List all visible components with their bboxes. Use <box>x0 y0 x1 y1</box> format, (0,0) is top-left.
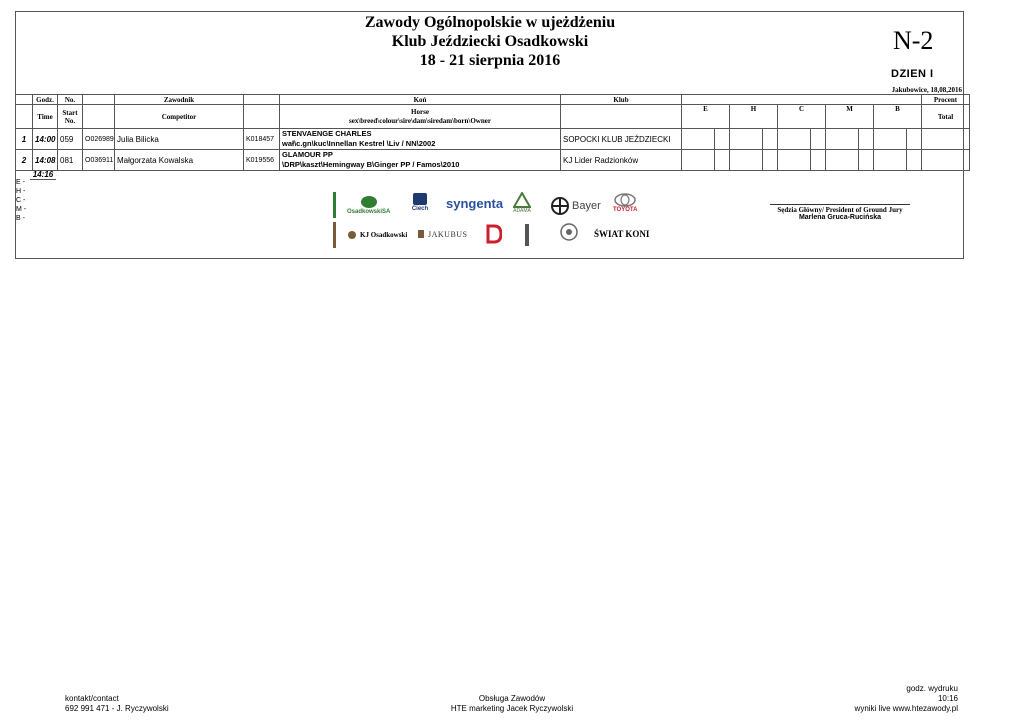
jakubus-icon <box>417 229 425 239</box>
event-dates: 18 - 21 sierpnia 2016 <box>419 52 561 69</box>
horse-cell: STENVAENGE CHARLES wał\c.gn\kuc\Innellan Kestrel \Liv / NN\2002 <box>280 129 561 150</box>
footer-service: Obsługa Zawodów HTE marketing Jacek Ryczywolski <box>450 694 574 713</box>
bayer-cross-icon <box>551 197 569 215</box>
col-judge-b: B <box>874 105 922 129</box>
club-name: SOPOCKI KLUB JEŹDZIECKI <box>561 129 682 150</box>
sponsor-bayer: Bayer <box>551 197 601 215</box>
judge-letters: E - H - C - M - B - <box>16 179 27 222</box>
sponsor-jakubus: JAKUBUS <box>417 229 468 239</box>
stripe-icon <box>333 222 336 248</box>
footer-print: godz. wydruku 10:16 wyniki live www.htezawody.pl <box>854 684 958 713</box>
toyota-icon <box>614 193 636 207</box>
col-procent: Procent <box>922 95 970 105</box>
col-judge-m: M <box>826 105 874 129</box>
jury-title: Sędzia Główny/ President of Ground Jury <box>777 206 903 214</box>
col-competitor: Competitor <box>115 105 244 129</box>
d-logo-icon <box>486 224 502 244</box>
sponsor-toyota: TOYOTA <box>613 193 637 213</box>
col-kon: Koń <box>280 95 561 105</box>
col-time: Time <box>33 105 58 129</box>
ciech-icon <box>410 192 430 206</box>
horse-cell: GLAMOUR PP \DRP\kaszt\Hemingway B\Ginger PP / Famos\2010 <box>280 150 561 171</box>
end-time: 14:16 <box>30 170 56 180</box>
col-judge-e: E <box>682 105 730 129</box>
rider-name: Julia Bilicka <box>115 129 244 150</box>
event-title: Zawody Ogólnopolskie w ujeżdżeniu <box>364 14 616 31</box>
footer-contact: kontakt/contact 692 991 471 - J. Ryczywolski <box>65 694 169 713</box>
jury-name: Marlena Gruca-Rucińska <box>798 214 882 221</box>
sponsor-circle <box>557 222 581 244</box>
sponsor-osadkowski: OsadkowskiSA <box>333 192 390 218</box>
jury-signature <box>770 204 910 221</box>
sponsor-syngenta: syngenta <box>446 196 504 211</box>
day-label: DZIEN I <box>891 68 934 80</box>
stripe-icon <box>525 224 529 246</box>
table-row: 2 14:08 081 O036911 Małgorzata Kowalska K019556 GLAMOUR PP \DRP\kaszt\Hemingway B\Ginger PP / Famos\2010 KJ Lider Radzionków <box>16 150 970 171</box>
col-start-no: Start No. <box>58 105 83 129</box>
place-date: Jakubowice, 18,08,2016 <box>891 86 962 94</box>
sponsor-swiat-koni: ŚWIAT KONI <box>594 229 650 239</box>
col-klub: Klub <box>561 95 682 105</box>
sponsor-d-logo <box>486 224 502 244</box>
sponsor-adama: ADAMA <box>513 192 531 214</box>
col-judge-h: H <box>730 105 778 129</box>
club-title: Klub Jeździecki Osadkowski <box>391 33 589 50</box>
col-no: No. <box>58 95 83 105</box>
results-table <box>15 94 970 171</box>
col-godz: Godz. <box>33 95 58 105</box>
col-horse: Horse sex\breed\colour\sire\dam\siredam\born\Owner <box>280 105 561 129</box>
sponsor-ciech: Ciech <box>410 192 430 212</box>
col-total: Total <box>922 105 970 129</box>
sponsor-kj-osadkowski: KJ Osadkowski <box>333 222 407 248</box>
col-judge-c: C <box>778 105 826 129</box>
circle-logo-icon <box>557 222 581 244</box>
col-zawodnik: Zawodnik <box>115 95 244 105</box>
test-code: N-2 <box>893 26 934 55</box>
table-row: 1 14:00 059 O026989 Julia Bilicka K018457 STENVAENGE CHARLES wał\c.gn\kuc\Innellan Kestrel \Liv / NN\2002 SOPOCKI KLUB JEŹDZIECKI <box>16 129 970 150</box>
adama-icon <box>513 192 531 208</box>
stripe-icon <box>333 192 336 218</box>
leaf-icon <box>359 195 379 209</box>
sponsor-vertical <box>525 224 529 246</box>
rider-name: Małgorzata Kowalska <box>115 150 244 171</box>
horse-head-icon <box>347 230 357 240</box>
club-name: KJ Lider Radzionków <box>561 150 682 171</box>
